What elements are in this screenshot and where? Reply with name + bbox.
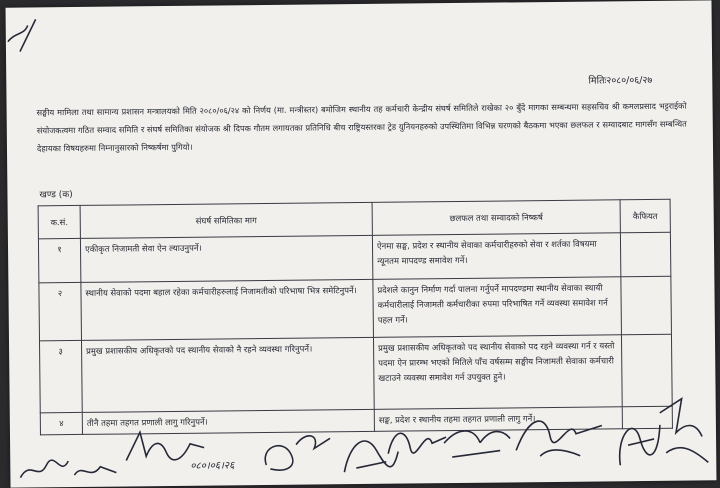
header-conclusion: छलफल तथा सम्वादको निष्कर्ष [372,200,620,236]
table-row [39,276,672,341]
signature [256,424,337,479]
row-remarks [620,232,670,277]
table-row [39,334,672,413]
document-date: मितिः२०८०/०६/२७ [588,74,653,87]
row-demand: एकीकृत निजामती सेवा ऐन ल्याउनुपर्ने। [80,235,372,282]
row-conclusion: ऐनमा सङ्घ, प्रदेश र स्थानीय सेवाका कर्मचारीहरुको सेवा र शर्तका विषयमा न्यूनतम मापदण्ड समावेश गर्ने। [372,233,620,280]
signature [652,392,717,473]
header-demand: संघर्ष समितिका माग [80,202,372,238]
section-label: खण्ड (क) [39,190,73,201]
row-demand: प्रमुख प्रशासकीय अधिकृतको पद स्थानीय सेवाको नै रहने व्यवस्था गरिनुपर्ने। [81,337,374,412]
header-serial: क.सं. [38,205,80,238]
row-demand: तीनै तहमा तहगत प्रणाली लागु गरिनुपर्ने। [82,409,374,434]
corner-signature [6,11,47,61]
signature-date: ०८०।०६।२६ [190,460,235,472]
signature [510,405,611,466]
row-conclusion: प्रदेशले कानुन निर्माण गर्दा पालना गर्नुपर्ने मापदण्डमा स्थानीय सेवाका स्थायी कर्मचारीलाई निजामती कर्मचारीका रुपमा परिभाषित गर्ने व्यवस्था समावेश गर्न पहल गर्ने। [373,277,622,338]
row-number: १ [38,238,80,282]
signature [16,446,126,487]
row-conclusion: प्रमुख प्रशासकीय अधिकृतको पद स्थानीय सेवाको पद रहने व्यवस्था गर्न र यस्तो पदमा ऐन प्रारम्भ भएको मितिले पाँच वर्षसम्म सङ्घीय निजामती सेवाका कर्मचारी खटाउने व्यवस्था समावेश गर्न उपयुक्त हुने। [373,335,622,410]
row-number: ४ [40,412,82,434]
row-number: ३ [39,340,82,412]
intro-paragraph: सङ्घीय मामिला तथा सामान्य प्रशासन मन्त्रालयको मिति २०८०/०६/२४ को निर्णय (मा. मन्त्रीस्तर) बमोजिम स्थानीय तह कर्मचारी केन्द्रीय संघर्ष समितिले राखेका २० बुँदे मागका सम्बन्धमा सहसचिव श्री कमलप्रसाद भट्टराईको संयोजकत्वमा गठित सम्वाद समिति र संघर्ष समितिका संयोजक श्री दिपक गौतम लगायतका प्रतिनिधि बीच राष्ट्रियस्तरका ट्रेड युनियनहरुको उपस्थितिमा विभिन्न चरणको बैठकमा भएका छलफल र सम्वादबाट मागसँग सम्बन्धित देहायका विषयहरुमा निम्नानुसारको निष्कर्षमा पुगियो। [36,100,687,154]
document-page [6,0,717,487]
row-remarks [621,276,672,335]
demands-table [38,199,673,436]
header-remarks: कैफियत [620,199,670,233]
table-row [38,232,670,283]
signature [440,412,521,463]
row-conclusion: सङ्घ, प्रदेश र स्थानीय तहमा तहगत प्रणाली लागु गर्ने। [374,407,622,432]
row-demand: स्थानीय सेवाको पदमा बहाल रहेका कर्मचारीहरुलाई निजामतीको परिभाषा भित्र समेटिनुपर्ने। [81,279,374,340]
row-number: २ [39,282,82,340]
